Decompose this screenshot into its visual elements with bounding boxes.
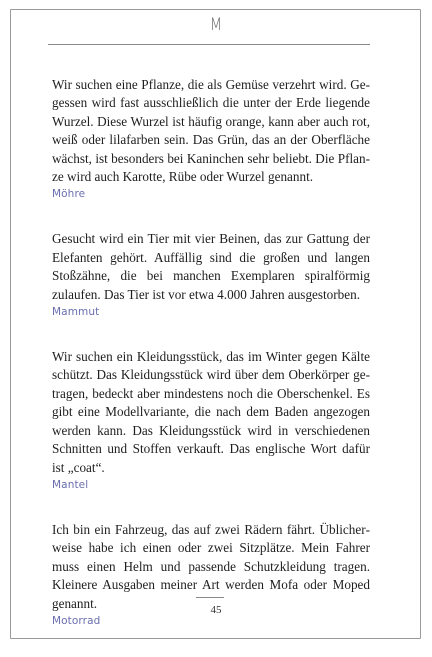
riddle-item <box>52 348 370 493</box>
riddle-item <box>52 76 370 202</box>
riddle-item <box>52 230 370 320</box>
riddle-answer: Mantel <box>52 478 89 491</box>
page-number: 45 <box>210 604 222 616</box>
riddle-text: Gesucht wird ein Tier mit vier Beinen, das zur Gattung der Elefanten gehört. Auffällig sind die großen und langen Stoßzähne, die bei manchen Exemplaren spiralförmig zulaufen. Das Tier ist vor etwa 4.000 Jahren ausgestorben. <box>52 231 370 302</box>
header-divider <box>48 44 370 45</box>
footer-divider <box>196 597 224 598</box>
riddle-answer: Motorrad <box>52 614 101 627</box>
riddle-list <box>52 76 370 657</box>
section-letter-heading: M <box>209 15 223 35</box>
riddle-answer: Möhre <box>52 188 86 201</box>
riddle-text: Wir suchen eine Pflanze, die als Gemüse verzehrt wird. Gegessen wird fast ausschließlich die unter der Erde liegende Wurzel. Diese Wurzel ist häufig orange, kann aber auch rot, weiß oder lilafarben sein. Das Grün, das an der Oberfläche wächst, ist besonders bei Kaninchen sehr beliebt. Die Pflanze wird auch Karotte, Rübe oder Wurzel genannt. <box>52 77 370 185</box>
riddle-answer: Mammut <box>52 306 100 319</box>
riddle-text: Wir suchen ein Kleidungsstück, das im Winter gegen Kälte schützt. Das Kleidungsstück wird über dem Oberkörper getragen, bedeckt aber mindestens noch die Oberschenkel. Es gibt eine Modellvariante, die nach dem Baden angezogen werden kann. Das Kleidungsstück wird in verschiedenen Schnitten und Stoffen verkauft. Das englische Wort dafür ist „coat“. <box>52 349 370 475</box>
riddle-text: Ich bin ein Fahrzeug, das auf zwei Rädern fährt. Üblicherweise habe ich einen oder zwei Sitzplätze. Mein Fahrer muss einen Helm und passende Schutzkleidung tragen. Kleinere Ausgaben meiner Art werden Mofa oder Moped genannt. <box>52 521 370 611</box>
